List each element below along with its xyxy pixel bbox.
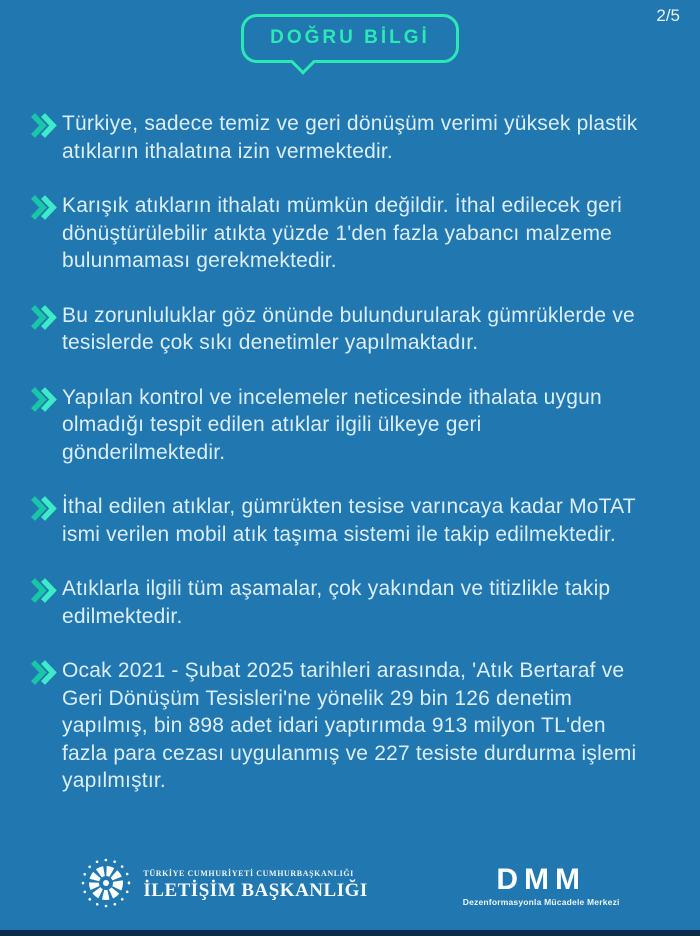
footer	[0, 857, 700, 914]
double-chevron-right-icon	[30, 110, 62, 165]
speech-bubble-tail	[290, 49, 315, 74]
bullet-text: Bu zorunluluklar göz önünde bulundurularak gümrüklerde ve tesislerde çok sıkı denetimler yapılmaktadır.	[62, 303, 635, 354]
bullet-text: Ocak 2021 - Şubat 2025 tarihleri arasında, 'Atık Bertaraf ve Geri Dönüşüm Tesisleri'ne yönelik 29 bin 126 denetim yapılmış, bin 898 adet idari yaptırımda 913 milyon TL'den fazla para cezası uygulanmış ve 227 tesiste durdurma işlemi yapılmıştır.	[62, 659, 637, 792]
bullet-text: Karışık atıkların ithalatı mümkün değildir. İthal edilecek geri dönüştürülebilir atıkta yüzde 1'den fazla yabancı malzeme bulunmaması gerekmektedir.	[62, 194, 623, 272]
dmm-logo	[462, 862, 620, 907]
double-chevron-right-icon	[30, 192, 62, 275]
bullet-item	[30, 302, 650, 357]
bullet-text: Atıklarla ilgili tüm aşamalar, çok yakından ve titizlikle takip edilmektedir.	[62, 577, 611, 628]
bullet-text: Türkiye, sadece temiz ve geri dönüşüm verimi yüksek plastik atıkların ithalatına izin vermektedir.	[62, 112, 638, 163]
double-chevron-right-icon	[30, 493, 62, 548]
dmm-wordmark: DMM	[496, 862, 586, 896]
bullet-item	[30, 493, 650, 548]
bullet-item	[30, 575, 650, 630]
bullet-list	[0, 88, 700, 795]
bullet-item	[30, 657, 650, 795]
presidency-name-small: TÜRKİYE CUMHURİYETİ CUMHURBAŞKANLIĞI	[143, 869, 354, 878]
page-indicator: 2/5	[656, 6, 680, 25]
bullet-item	[30, 110, 650, 165]
correct-info-badge	[241, 14, 459, 63]
bullet-text: Yapılan kontrol ve incelemeler neticesinde ithalata uygun olmadığı tespit edilen atıklar ilgili ülkeye geri gönderilmektedir.	[62, 385, 602, 464]
badge-label: DOĞRU BİLGİ	[270, 27, 430, 48]
presidency-name-large: İLETİŞİM BAŞKANLIĞI	[143, 880, 368, 901]
double-chevron-right-icon	[30, 384, 62, 467]
double-chevron-right-icon	[30, 302, 62, 357]
presidency-emblem-icon	[80, 857, 132, 914]
bullet-item	[30, 384, 650, 467]
badge-container	[0, 0, 700, 63]
double-chevron-right-icon	[30, 575, 62, 630]
presidency-logo	[80, 857, 367, 914]
header	[0, 0, 700, 88]
double-chevron-right-icon	[30, 657, 62, 795]
presidency-name	[143, 869, 367, 902]
dmm-subtitle: Dezenformasyonla Mücadele Merkezi	[462, 896, 620, 907]
bottom-strip	[0, 930, 700, 936]
bullet-text: İthal edilen atıklar, gümrükten tesise varıncaya kadar MoTAT ismi verilen mobil atık taşıma sistemi ile takip edilmektedir.	[62, 495, 636, 546]
bullet-item	[30, 192, 650, 275]
